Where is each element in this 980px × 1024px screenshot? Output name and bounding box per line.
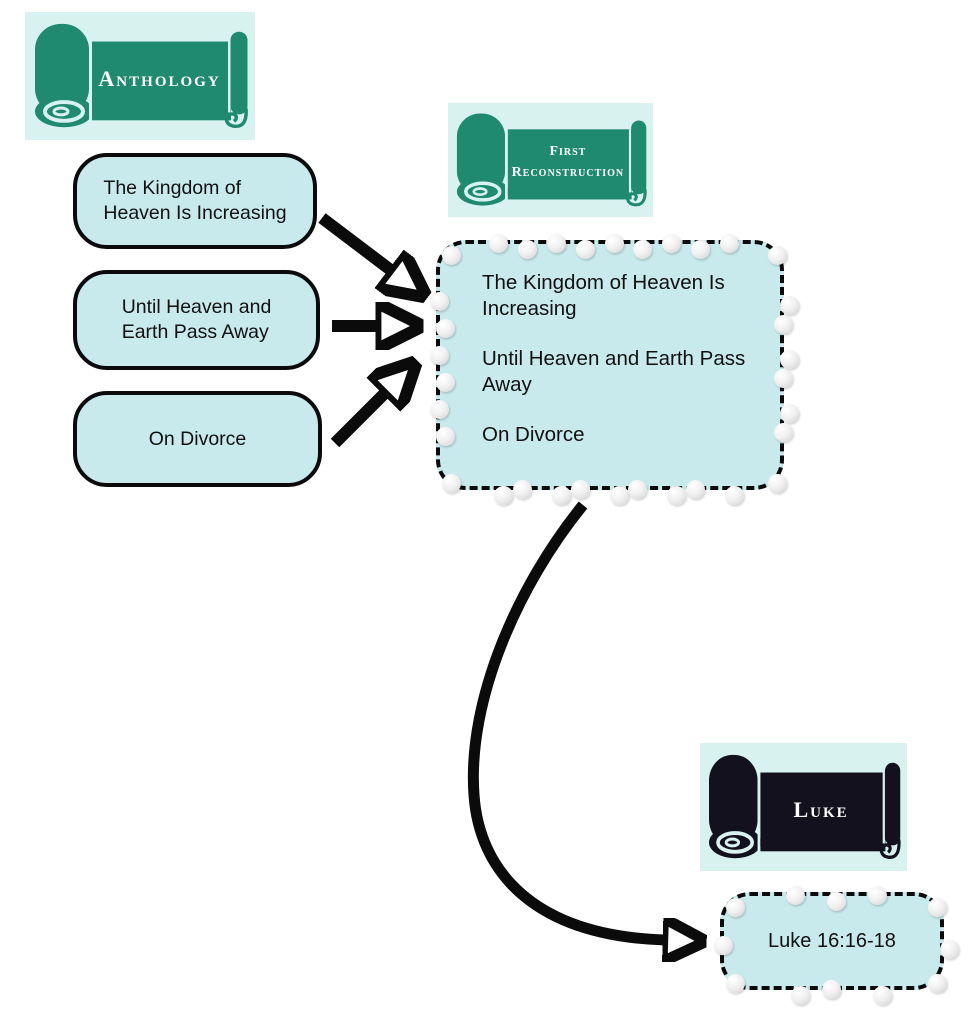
scroll-title [756, 771, 886, 848]
bead [791, 986, 810, 1005]
arrow-reconstruction-to-luke [473, 505, 666, 940]
bead [489, 234, 508, 253]
source-box-text [149, 427, 247, 452]
bead [547, 234, 566, 253]
bead [430, 292, 449, 311]
bead [513, 480, 532, 499]
bead [774, 423, 793, 442]
reconstruction-item: Until Heaven and Earth Pass Away [482, 347, 746, 396]
first-reconstruction-box [436, 240, 784, 490]
bead [686, 480, 705, 499]
bead [780, 404, 799, 423]
bead [786, 886, 805, 905]
reconstruction-item: On Divorce [482, 423, 585, 446]
bead [768, 474, 787, 493]
scroll-title-line: First [549, 144, 587, 160]
bead [518, 240, 537, 259]
text-line: Heaven Is Increasing [103, 202, 287, 224]
luke-scroll [700, 743, 907, 871]
bead [430, 346, 449, 365]
bead [714, 936, 733, 955]
bead [442, 474, 461, 493]
scroll-title-line: Anthology [98, 65, 221, 91]
scroll-title-line: Reconstruction [511, 165, 625, 181]
bead [720, 234, 739, 253]
arrow-on-divorce-to-reconstruction [335, 392, 386, 443]
text-line: Earth Pass Away [121, 321, 269, 343]
bead [436, 427, 455, 446]
bead [780, 296, 799, 315]
scroll-title [87, 40, 232, 117]
luke-reference-box [720, 892, 944, 990]
bead [780, 350, 799, 369]
bead [633, 240, 652, 259]
bead [430, 400, 449, 419]
bead [774, 369, 793, 388]
bead [662, 234, 681, 253]
bead [774, 315, 793, 334]
bead [628, 480, 647, 499]
source-box-kingdom-of-heaven [73, 153, 317, 249]
bead [667, 486, 686, 505]
first-reconstruction-scroll [448, 103, 653, 217]
source-box-text [122, 295, 272, 345]
bead [605, 234, 624, 253]
bead [928, 974, 947, 993]
bead [726, 974, 745, 993]
bead [928, 898, 947, 917]
luke-reference-text: Luke 16:16-18 [768, 929, 896, 952]
arrow-kingdom-to-reconstruction [322, 218, 392, 271]
scroll-title-line: Luke [793, 796, 849, 822]
source-box-text [103, 176, 286, 226]
bead [822, 980, 841, 999]
bead [436, 319, 455, 338]
bead [726, 898, 745, 917]
bead [873, 986, 892, 1005]
anthology-scroll [25, 12, 255, 140]
scroll-title [503, 128, 632, 196]
bead [940, 940, 959, 959]
bead [610, 486, 629, 505]
text-line: Until Heaven and [121, 296, 272, 318]
bead [552, 486, 571, 505]
text-line: On Divorce [148, 427, 247, 450]
bead [494, 486, 513, 505]
bead [868, 886, 887, 905]
source-box-until-heaven [73, 270, 320, 370]
bead [442, 246, 461, 265]
source-box-on-divorce [73, 391, 322, 487]
bead [768, 246, 787, 265]
bead [571, 480, 590, 499]
bead [436, 373, 455, 392]
bead [827, 892, 846, 911]
bead [725, 486, 744, 505]
reconstruction-item: The Kingdom of Heaven Is Increasing [482, 271, 725, 320]
bead [576, 240, 595, 259]
text-line: The Kingdom of [103, 177, 242, 199]
bead [691, 240, 710, 259]
